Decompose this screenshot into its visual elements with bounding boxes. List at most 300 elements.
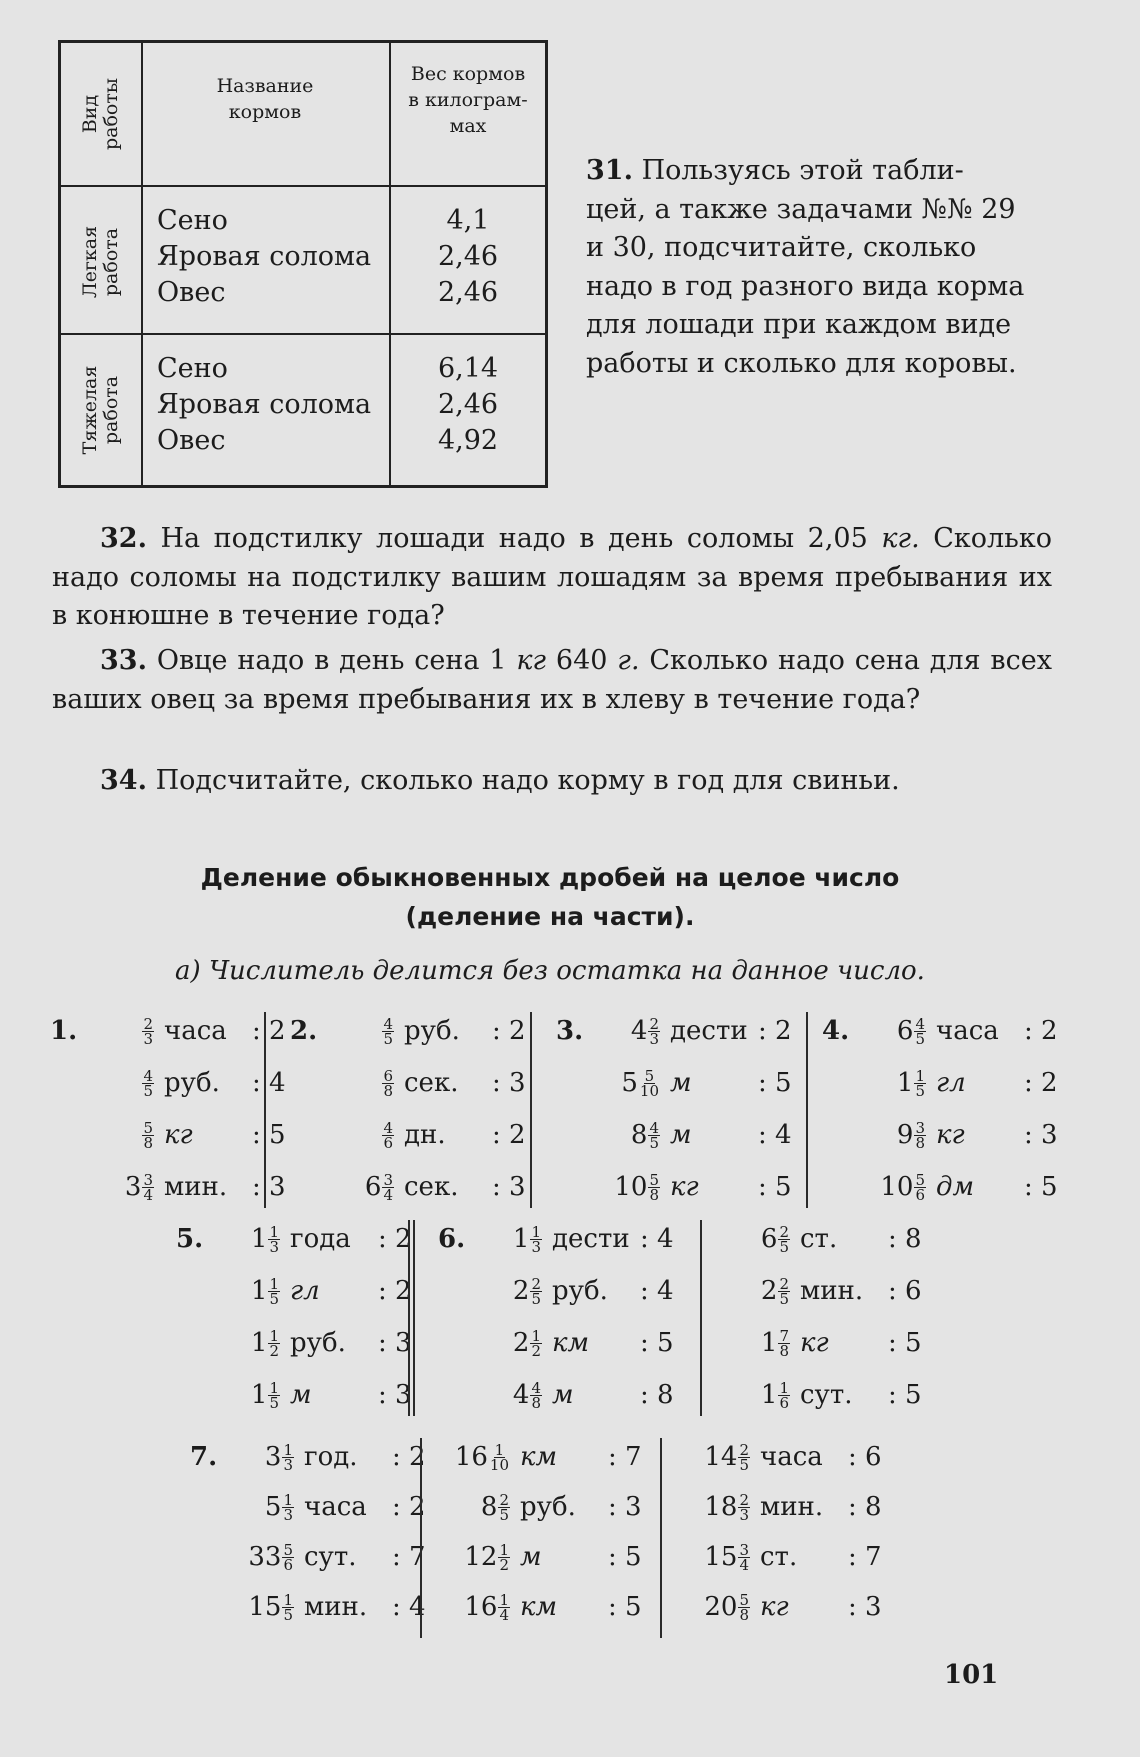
fraction-numerator: 4 xyxy=(649,1118,659,1137)
fraction xyxy=(530,1222,542,1256)
mixed-fraction xyxy=(96,1014,154,1048)
mixed-fraction xyxy=(692,1542,750,1572)
fraction-denominator: 3 xyxy=(531,1237,541,1256)
fraction-numerator: 4 xyxy=(915,1014,925,1033)
fraction-whole: 6 xyxy=(896,1016,914,1046)
exercise-item xyxy=(822,1012,1058,1050)
fraction-denominator: 5 xyxy=(915,1081,925,1100)
fraction xyxy=(498,1590,510,1624)
fraction-denominator: 4 xyxy=(383,1185,393,1204)
exercise-item xyxy=(822,1116,1058,1154)
exercise-unit: м xyxy=(290,1380,312,1410)
fraction-numerator: 5 xyxy=(739,1590,749,1609)
fraction-whole: 3 xyxy=(124,1172,142,1202)
header-work-type-line: работы xyxy=(100,78,122,151)
exercise-item xyxy=(680,1538,882,1576)
fraction-denominator: 5 xyxy=(739,1455,749,1474)
exercise-item xyxy=(176,1220,412,1258)
fraction-denominator: 5 xyxy=(143,1081,153,1100)
problem-31-line: для лошади при каждом виде xyxy=(586,309,1012,340)
exercise-divisor: : 4 xyxy=(640,1224,674,1254)
exercise-unit: мин. xyxy=(800,1276,864,1306)
exercise-item xyxy=(438,1272,674,1310)
exercise-unit: сек. xyxy=(404,1172,459,1202)
exercise-divisor: : 7 xyxy=(608,1442,642,1472)
exercise-item xyxy=(50,1064,286,1102)
exercise-unit: дн. xyxy=(404,1120,446,1150)
fraction-denominator: 8 xyxy=(383,1081,393,1100)
problem-31-line: надо в год разного вида корма xyxy=(586,270,1025,302)
feed-weight: 2,46 xyxy=(437,389,499,420)
fraction-whole: 2 xyxy=(512,1276,530,1306)
problem-text: 640 xyxy=(555,645,608,676)
fraction-numerator: 1 xyxy=(494,1440,505,1459)
fraction xyxy=(530,1274,542,1308)
exercise-divisor: : 4 xyxy=(392,1592,426,1622)
exercise-divisor: : 8 xyxy=(640,1380,674,1410)
exercise-item xyxy=(176,1324,412,1362)
fraction-denominator: 3 xyxy=(649,1029,659,1048)
fraction-denominator: 6 xyxy=(915,1185,925,1204)
exercise-divisor: : 2 xyxy=(492,1120,526,1150)
fraction-whole: 10 xyxy=(614,1172,648,1202)
fraction-numerator: 6 xyxy=(383,1066,393,1085)
problem-text: Овце надо в день сена 1 xyxy=(156,645,507,676)
fraction-whole: 12 xyxy=(464,1542,498,1572)
fraction xyxy=(142,1170,154,1204)
fraction xyxy=(738,1540,750,1574)
exercise-label: 5. xyxy=(176,1224,204,1254)
fraction-denominator: 8 xyxy=(915,1133,925,1152)
exercise-item xyxy=(438,1324,674,1362)
exercise-label: 7. xyxy=(190,1442,218,1472)
exercise-item xyxy=(556,1168,792,1206)
mixed-fraction xyxy=(484,1380,542,1410)
fraction-numerator: 5 xyxy=(283,1540,293,1559)
mixed-fraction xyxy=(692,1442,750,1472)
fraction-denominator: 6 xyxy=(779,1393,789,1412)
exercise-unit: года xyxy=(290,1224,351,1254)
mixed-fraction xyxy=(222,1328,280,1358)
fraction-whole: 1 xyxy=(250,1224,268,1254)
group-label-line: Легкая xyxy=(79,225,101,299)
fraction xyxy=(498,1540,510,1574)
fraction xyxy=(648,1014,660,1048)
fraction xyxy=(268,1378,280,1412)
exercise-unit: ст. xyxy=(760,1542,798,1572)
fraction-denominator: 2 xyxy=(531,1341,541,1360)
fraction-numerator: 5 xyxy=(143,1118,153,1137)
fraction-denominator: 3 xyxy=(143,1029,153,1048)
fraction xyxy=(738,1590,750,1624)
mixed-fraction xyxy=(602,1068,660,1098)
exercise-item xyxy=(680,1488,882,1526)
fraction-whole: 18 xyxy=(704,1492,738,1522)
feed-name: Сено xyxy=(157,205,228,236)
table-row-divider xyxy=(61,333,545,335)
exercise-divisor: : 4 xyxy=(252,1068,286,1098)
fraction-numerator: 3 xyxy=(143,1170,153,1189)
fraction-denominator: 5 xyxy=(649,1133,659,1152)
mixed-fraction xyxy=(222,1276,280,1306)
exercise-unit: гл xyxy=(936,1068,966,1098)
exercise-unit: руб. xyxy=(552,1276,608,1306)
fraction xyxy=(738,1440,750,1474)
mixed-fraction xyxy=(484,1276,542,1306)
fraction-whole: 1 xyxy=(896,1068,914,1098)
exercise-unit: кг xyxy=(936,1120,965,1150)
mixed-fraction xyxy=(222,1224,280,1254)
mixed-fraction xyxy=(222,1380,280,1410)
fraction-whole: 4 xyxy=(630,1016,648,1046)
exercise-item xyxy=(176,1376,412,1414)
exercise-item xyxy=(440,1438,642,1476)
exercise-divisor: : 3 xyxy=(492,1068,526,1098)
fraction-whole: 16 xyxy=(464,1592,498,1622)
problem-text: Сколько надо соломы на подстилку вашим лошадям за время пребывания их в конюшне в течение года? xyxy=(52,523,1052,631)
fraction-denominator: 5 xyxy=(383,1029,393,1048)
problem-32 xyxy=(52,520,1052,636)
exercise-unit: ст. xyxy=(800,1224,838,1254)
fraction-numerator: 3 xyxy=(739,1540,749,1559)
mixed-fraction xyxy=(236,1592,294,1622)
problem-text: Сколько надо сена для всех ваших овец за время пребывания их в хлеву в течение года? xyxy=(52,645,1052,715)
problem-unit: кг. xyxy=(881,523,920,554)
fraction-denominator: 5 xyxy=(283,1605,293,1624)
fraction-denominator: 5 xyxy=(269,1289,279,1308)
header-feed-weight-line: в килограм- xyxy=(408,89,528,111)
exercise-item xyxy=(720,1272,922,1310)
exercise-item xyxy=(190,1588,426,1626)
column-divider xyxy=(264,1012,266,1208)
exercise-label: 4. xyxy=(822,1016,850,1046)
mixed-fraction xyxy=(484,1224,542,1254)
fraction-denominator: 5 xyxy=(499,1505,509,1524)
header-feed-weight xyxy=(389,61,547,139)
exercise-unit: м xyxy=(552,1380,574,1410)
problem-text: Подсчитайте, сколько надо корму в год для свиньи. xyxy=(155,765,900,796)
fraction-numerator: 1 xyxy=(269,1378,279,1397)
header-work-type-line: Вид xyxy=(79,94,101,134)
column-divider xyxy=(700,1220,702,1416)
fraction xyxy=(382,1014,394,1048)
exercise-divisor: : 3 xyxy=(1024,1120,1058,1150)
fraction-numerator: 2 xyxy=(779,1274,789,1293)
fraction-numerator: 1 xyxy=(531,1222,541,1241)
fraction-denominator: 3 xyxy=(283,1455,293,1474)
feed-weight: 2,46 xyxy=(437,277,499,308)
fraction-denominator: 5 xyxy=(915,1029,925,1048)
fraction xyxy=(914,1066,926,1100)
exercise-unit: дм xyxy=(936,1172,975,1202)
exercise-item xyxy=(438,1376,674,1414)
exercise-item xyxy=(190,1488,426,1526)
exercise-divisor: : 5 xyxy=(888,1328,922,1358)
mixed-fraction xyxy=(452,1542,510,1572)
exercise-divisor: : 5 xyxy=(608,1542,642,1572)
fraction xyxy=(382,1170,394,1204)
fraction-denominator: 5 xyxy=(779,1237,789,1256)
exercise-unit: кг xyxy=(670,1172,699,1202)
fraction xyxy=(530,1326,542,1360)
problem-number: 31. xyxy=(586,155,633,186)
exercise-divisor: : 2 xyxy=(392,1442,426,1472)
feed-name: Овес xyxy=(157,277,226,308)
fraction-numerator: 4 xyxy=(143,1066,153,1085)
fraction-numerator: 4 xyxy=(383,1118,393,1137)
fraction-whole: 9 xyxy=(896,1120,914,1150)
fraction-numerator: 2 xyxy=(649,1014,659,1033)
mixed-fraction xyxy=(484,1328,542,1358)
fraction-numerator: 2 xyxy=(779,1222,789,1241)
exercise-item xyxy=(440,1588,642,1626)
feed-weight: 6,14 xyxy=(437,353,499,384)
exercise-unit: кг xyxy=(760,1592,789,1622)
exercise-unit: часа xyxy=(760,1442,823,1472)
exercise-item xyxy=(720,1376,922,1414)
exercise-item xyxy=(680,1588,882,1626)
exercise-item xyxy=(50,1168,286,1206)
fraction-denominator: 4 xyxy=(739,1555,749,1574)
double-column-divider xyxy=(408,1220,415,1416)
exercise-unit: сек. xyxy=(404,1068,459,1098)
fraction-whole: 8 xyxy=(630,1120,648,1150)
fraction xyxy=(268,1222,280,1256)
problem-unit: кг xyxy=(516,645,547,676)
mixed-fraction xyxy=(602,1016,660,1046)
exercise-item xyxy=(556,1012,792,1050)
problem-number: 34. xyxy=(100,765,147,796)
mixed-fraction xyxy=(452,1442,510,1472)
fraction-numerator: 1 xyxy=(915,1066,925,1085)
exercise-label: 2. xyxy=(290,1016,318,1046)
fraction xyxy=(778,1326,790,1360)
fraction xyxy=(268,1274,280,1308)
exercise-unit: руб. xyxy=(404,1016,460,1046)
group-label-line: Тяжелая xyxy=(79,365,101,455)
fraction-numerator: 5 xyxy=(644,1066,655,1085)
mixed-fraction xyxy=(692,1592,750,1622)
exercise-divisor: : 5 xyxy=(608,1592,642,1622)
fraction xyxy=(282,1590,294,1624)
fraction-denominator: 3 xyxy=(283,1505,293,1524)
problem-33 xyxy=(52,642,1052,719)
fraction-denominator: 8 xyxy=(779,1341,789,1360)
fraction-numerator: 1 xyxy=(531,1326,541,1345)
mixed-fraction xyxy=(336,1014,394,1048)
fraction-denominator: 3 xyxy=(739,1505,749,1524)
fraction-whole: 2 xyxy=(760,1276,778,1306)
exercise-unit: мин. xyxy=(164,1172,228,1202)
fraction-whole: 3 xyxy=(264,1442,282,1472)
problem-31-line: и 30, подсчитайте, сколько xyxy=(586,232,977,263)
exercise-divisor: : 6 xyxy=(888,1276,922,1306)
fraction-denominator: 8 xyxy=(531,1393,541,1412)
fraction-denominator: 8 xyxy=(649,1185,659,1204)
exercise-item xyxy=(290,1064,526,1102)
exercise-divisor: : 3 xyxy=(848,1592,882,1622)
exercise-item xyxy=(720,1220,922,1258)
exercise-unit: км xyxy=(552,1328,590,1358)
mixed-fraction xyxy=(692,1492,750,1522)
problem-text: На подстилку лошади надо в день соломы 2,05 xyxy=(160,523,868,554)
fraction xyxy=(489,1440,510,1474)
header-feed-name-line: Название xyxy=(216,75,314,97)
fraction-whole: 4 xyxy=(512,1380,530,1410)
fraction xyxy=(282,1540,294,1574)
mixed-fraction xyxy=(336,1118,394,1152)
header-feed-weight-line: мах xyxy=(449,115,487,137)
exercise-unit: кг xyxy=(164,1120,193,1150)
fraction-whole: 2 xyxy=(512,1328,530,1358)
fraction xyxy=(282,1440,294,1474)
fraction xyxy=(382,1118,394,1152)
exercise-item xyxy=(438,1220,674,1258)
problem-unit: г. xyxy=(617,645,640,676)
mixed-fraction xyxy=(732,1276,790,1306)
exercise-item xyxy=(50,1012,286,1050)
fraction-numerator: 2 xyxy=(143,1014,153,1033)
fraction xyxy=(268,1326,280,1360)
fraction-numerator: 3 xyxy=(915,1118,925,1137)
fraction-denominator: 6 xyxy=(383,1133,393,1152)
exercise-unit: км xyxy=(520,1442,558,1472)
fraction-numerator: 2 xyxy=(499,1490,509,1509)
fraction xyxy=(282,1490,294,1524)
exercise-item xyxy=(680,1438,882,1476)
exercise-divisor: : 8 xyxy=(848,1492,882,1522)
exercise-item xyxy=(720,1324,922,1362)
fraction-numerator: 1 xyxy=(269,1222,279,1241)
exercise-unit: часа xyxy=(936,1016,999,1046)
feed-table xyxy=(58,40,548,488)
exercise-unit: сут. xyxy=(304,1542,357,1572)
fraction-whole: 15 xyxy=(248,1592,282,1622)
fraction-denominator: 5 xyxy=(531,1289,541,1308)
fraction-whole: 33 xyxy=(248,1542,282,1572)
exercise-divisor: : 3 xyxy=(608,1492,642,1522)
fraction-numerator: 1 xyxy=(779,1378,789,1397)
exercise-unit: руб. xyxy=(290,1328,346,1358)
problem-number: 32. xyxy=(100,523,147,554)
exercise-divisor: : 5 xyxy=(252,1120,286,1150)
fraction-whole: 1 xyxy=(760,1380,778,1410)
fraction-denominator: 8 xyxy=(739,1605,749,1624)
fraction xyxy=(142,1118,154,1152)
exercise-divisor: : 5 xyxy=(888,1380,922,1410)
fraction-denominator: 10 xyxy=(639,1081,659,1100)
exercise-divisor: : 5 xyxy=(1024,1172,1058,1202)
section-title xyxy=(150,858,950,936)
exercise-unit: дести xyxy=(552,1224,630,1254)
fraction xyxy=(738,1490,750,1524)
feed-name: Сено xyxy=(157,353,228,384)
exercise-divisor: : 4 xyxy=(640,1276,674,1306)
problem-31-line xyxy=(586,152,1052,191)
mixed-fraction xyxy=(452,1592,510,1622)
exercise-divisor: : 8 xyxy=(888,1224,922,1254)
exercise-unit: мин. xyxy=(304,1592,368,1622)
mixed-fraction xyxy=(96,1066,154,1100)
fraction-numerator: 1 xyxy=(499,1590,509,1609)
exercise-item xyxy=(440,1538,642,1576)
exercise-divisor: : 3 xyxy=(378,1380,412,1410)
feed-weight: 2,46 xyxy=(437,241,499,272)
fraction xyxy=(648,1118,660,1152)
fraction-numerator: 4 xyxy=(383,1014,393,1033)
problem-34 xyxy=(52,762,1052,801)
fraction-numerator: 1 xyxy=(283,1440,293,1459)
table-row-divider xyxy=(61,185,545,187)
mixed-fraction xyxy=(452,1492,510,1522)
exercise-item xyxy=(822,1168,1058,1206)
exercise-unit: часа xyxy=(304,1492,367,1522)
page-number: 101 xyxy=(944,1660,999,1690)
exercise-divisor: : 2 xyxy=(378,1276,412,1306)
exercise-divisor: : 2 xyxy=(1024,1016,1058,1046)
exercise-divisor: : 2 xyxy=(758,1016,792,1046)
fraction-numerator: 4 xyxy=(531,1378,541,1397)
exercise-unit: мин. xyxy=(760,1492,824,1522)
fraction xyxy=(914,1118,926,1152)
section-title-line: (деление на части). xyxy=(405,902,695,931)
exercise-divisor: : 2 xyxy=(378,1224,412,1254)
exercise-unit: сут. xyxy=(800,1380,853,1410)
fraction-whole: 1 xyxy=(250,1328,268,1358)
fraction-denominator: 2 xyxy=(499,1555,509,1574)
exercise-divisor: : 6 xyxy=(848,1442,882,1472)
exercise-item xyxy=(50,1116,286,1154)
problem-31-line: работы и сколько для коровы. xyxy=(586,347,1017,379)
problem-31 xyxy=(586,152,1052,383)
group-label-line: работа xyxy=(100,375,122,445)
exercise-unit: км xyxy=(520,1592,558,1622)
fraction-whole: 1 xyxy=(250,1276,268,1306)
fraction-whole: 6 xyxy=(760,1224,778,1254)
section-subtitle: а) Числитель делится без остатка на данное число. xyxy=(175,956,925,986)
fraction-numerator: 2 xyxy=(739,1440,749,1459)
mixed-fraction xyxy=(868,1172,926,1202)
feed-name: Овес xyxy=(157,425,226,456)
column-divider xyxy=(530,1012,532,1208)
group-label-line: работа xyxy=(100,227,122,297)
exercise-unit: м xyxy=(670,1120,692,1150)
group-light-work xyxy=(80,192,122,332)
fraction-numerator: 1 xyxy=(283,1590,293,1609)
fraction-whole: 14 xyxy=(704,1442,738,1472)
fraction-numerator: 1 xyxy=(269,1326,279,1345)
exercise-divisor: : 3 xyxy=(378,1328,412,1358)
header-feed-name-line: кормов xyxy=(228,101,302,123)
mixed-fraction xyxy=(602,1120,660,1150)
exercise-label: 6. xyxy=(438,1224,466,1254)
exercise-divisor: : 2 xyxy=(1024,1068,1058,1098)
fraction-numerator: 5 xyxy=(649,1170,659,1189)
exercise-item xyxy=(176,1272,412,1310)
problem-31-line: цей, а также задачами №№ 29 xyxy=(586,193,1016,225)
fraction-denominator: 5 xyxy=(779,1289,789,1308)
fraction-numerator: 1 xyxy=(269,1274,279,1293)
fraction-whole: 15 xyxy=(704,1542,738,1572)
fraction-numerator: 1 xyxy=(283,1490,293,1509)
exercise-divisor: : 4 xyxy=(758,1120,792,1150)
exercise-unit: м xyxy=(670,1068,692,1098)
fraction-whole: 1 xyxy=(250,1380,268,1410)
fraction xyxy=(498,1490,510,1524)
exercise-divisor: : 5 xyxy=(640,1328,674,1358)
exercise-divisor: : 2 xyxy=(392,1492,426,1522)
problem-number: 33. xyxy=(100,645,147,676)
